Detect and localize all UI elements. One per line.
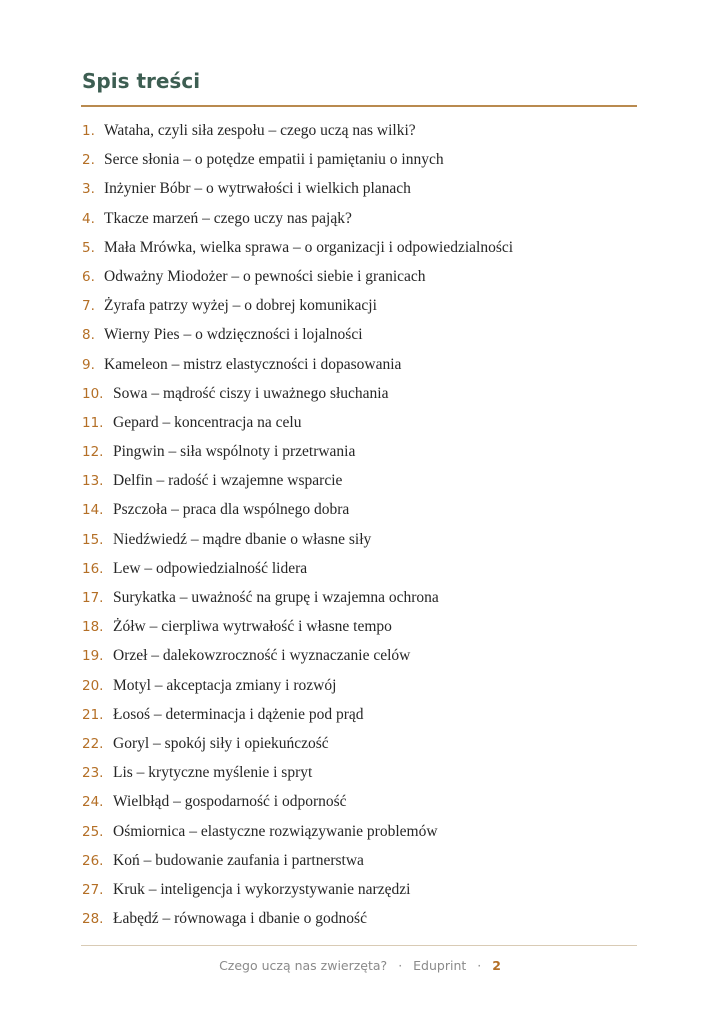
toc-entry-number: 25. <box>82 823 104 840</box>
toc-entry[interactable] <box>0 875 720 904</box>
toc-entry[interactable] <box>0 262 720 291</box>
toc-entry-title: Pszczoła – praca dla wspólnego dobra <box>113 501 350 519</box>
footer-book-title: Czego uczą nas zwierzęta? <box>219 958 388 973</box>
toc-entry-number: 9. <box>82 356 95 373</box>
toc-entry[interactable] <box>0 904 720 933</box>
toc-entry-number: 10. <box>82 385 104 402</box>
toc-entry-number: 14. <box>82 502 104 519</box>
toc-entry[interactable] <box>0 641 720 670</box>
toc-entry[interactable] <box>0 145 720 174</box>
toc-entry[interactable] <box>0 700 720 729</box>
toc-entry-title: Tkacze marzeń – czego uczy nas pająk? <box>104 209 352 227</box>
toc-entry-title: Sowa – mądrość ciszy i uważnego słuchania <box>113 384 389 402</box>
toc-entry[interactable] <box>0 729 720 758</box>
toc-entry-title: Motyl – akceptacja zmiany i rozwój <box>113 676 337 694</box>
toc-entry-number: 15. <box>82 531 104 548</box>
toc-entry-title: Orzeł – dalekowzroczność i wyznaczanie celów <box>113 647 411 665</box>
toc-entry-number: 8. <box>82 327 95 344</box>
toc-entry-title: Żółw – cierpliwa wytrwałość i własne tempo <box>113 618 392 636</box>
toc-entry[interactable] <box>0 846 720 875</box>
toc-entry-number: 5. <box>82 239 95 256</box>
title-divider <box>81 105 637 107</box>
toc-entry-title: Wataha, czyli siła zespołu – czego uczą nas wilki? <box>104 122 416 139</box>
toc-entry-title: Lis – krytyczne myślenie i spryt <box>113 764 313 782</box>
toc-entry-number: 13. <box>82 473 104 490</box>
toc-entry-title: Lew – odpowiedzialność lidera <box>113 559 308 577</box>
toc-entry[interactable] <box>0 437 720 466</box>
toc-entry-title: Ośmiornica – elastyczne rozwiązywanie problemów <box>113 822 438 840</box>
footer-separator: · <box>477 958 482 973</box>
toc-entry-title: Kruk – inteligencja i wykorzystywanie narzędzi <box>113 880 411 898</box>
toc-entry[interactable] <box>0 379 720 408</box>
toc-entry[interactable] <box>0 671 720 700</box>
toc-entry-number: 4. <box>82 210 95 227</box>
toc-entry-title: Łabędź – równowaga i dbanie o godność <box>113 910 367 928</box>
footer-divider <box>81 945 637 946</box>
toc-entry[interactable] <box>0 408 720 437</box>
toc-entry-title: Serce słonia – o potędze empatii i pamiętaniu o innych <box>104 151 444 169</box>
toc-entry[interactable] <box>0 116 720 145</box>
toc-entry[interactable] <box>0 233 720 262</box>
toc-entry-title: Inżynier Bóbr – o wytrwałości i wielkich planach <box>104 180 411 198</box>
toc-entry-title: Żyrafa patrzy wyżej – o dobrej komunikacji <box>104 297 377 315</box>
toc-entry[interactable] <box>0 554 720 583</box>
toc-entry[interactable] <box>0 174 720 203</box>
toc-entry-title: Łosoś – determinacja i dążenie pod prąd <box>113 705 364 723</box>
footer-separator: · <box>398 958 403 973</box>
toc-entry-title: Pingwin – siła wspólnoty i przetrwania <box>113 443 356 461</box>
toc-entry-number: 3. <box>82 181 95 198</box>
toc-entry-number: 1. <box>82 123 95 139</box>
toc-entry[interactable] <box>0 817 720 846</box>
toc-entry-title: Mała Mrówka, wielka sprawa – o organizacji i odpowiedzialności <box>104 238 514 256</box>
toc-entry[interactable] <box>0 466 720 495</box>
toc-entry-title: Odważny Miodożer – o pewności siebie i granicach <box>104 267 426 285</box>
toc-entry-number: 22. <box>82 735 104 752</box>
toc-entry[interactable] <box>0 204 720 233</box>
toc-entry-title: Goryl – spokój siły i opiekuńczość <box>113 734 329 752</box>
toc-entry-title: Koń – budowanie zaufania i partnerstwa <box>113 851 364 869</box>
toc-entry-number: 16. <box>82 560 104 577</box>
toc-entry-number: 12. <box>82 444 104 461</box>
toc-entry-number: 20. <box>82 677 104 694</box>
toc-entry-title: Surykatka – uważność na grupę i wzajemna ochrona <box>113 589 439 606</box>
page-title: Spis treści <box>82 69 201 93</box>
page-number: 2 <box>492 958 501 973</box>
toc-entry[interactable] <box>0 291 720 320</box>
toc-entry-title: Kameleon – mistrz elastyczności i dopasowania <box>104 355 402 373</box>
toc-entry-number: 6. <box>82 268 95 285</box>
toc-entry[interactable] <box>0 495 720 524</box>
toc-entry-number: 24. <box>82 794 104 811</box>
toc-entry-title: Wielbłąd – gospodarność i odporność <box>113 793 347 811</box>
toc-entry-number: 11. <box>82 414 104 431</box>
toc-entry-number: 2. <box>82 152 95 169</box>
toc-entry[interactable] <box>0 787 720 816</box>
toc-entry-number: 23. <box>82 765 104 782</box>
toc-entry-number: 18. <box>82 619 104 636</box>
toc-entry[interactable] <box>0 525 720 554</box>
footer-publisher: Eduprint <box>413 958 467 973</box>
toc-entry-number: 7. <box>82 298 95 315</box>
toc-entry-title: Gepard – koncentracja na celu <box>113 413 302 431</box>
toc-entry[interactable] <box>0 758 720 787</box>
toc-entry-title: Wierny Pies – o wdzięczności i lojalności <box>104 326 363 344</box>
toc-entry-number: 26. <box>82 852 104 869</box>
toc-entry-title: Niedźwiedź – mądre dbanie o własne siły <box>113 530 372 548</box>
toc-entry-number: 27. <box>82 881 104 898</box>
page-footer <box>0 956 720 976</box>
toc-entry-number: 19. <box>82 648 104 665</box>
toc-entry[interactable] <box>0 612 720 641</box>
toc-entry-number: 17. <box>82 590 104 606</box>
table-of-contents <box>0 116 720 933</box>
toc-entry-number: 21. <box>82 706 104 723</box>
toc-entry-title: Delfin – radość i wzajemne wsparcie <box>113 472 343 490</box>
toc-entry[interactable] <box>0 320 720 349</box>
toc-entry[interactable] <box>0 583 720 612</box>
toc-entry[interactable] <box>0 350 720 379</box>
toc-entry-number: 28. <box>82 911 104 928</box>
